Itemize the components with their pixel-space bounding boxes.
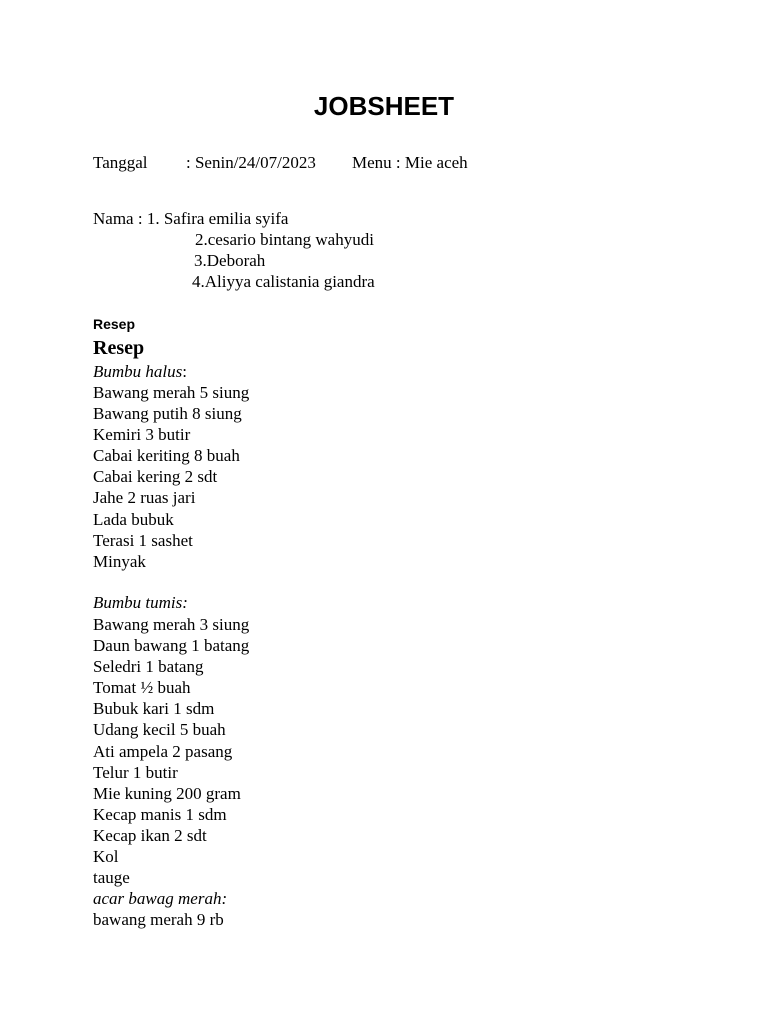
list-item: Terasi 1 sashet [93, 530, 193, 550]
tanggal-value: : Senin/24/07/2023 [186, 153, 316, 172]
list-item: Bawang merah 3 siung [93, 615, 250, 634]
resep-heading: Resep [93, 337, 145, 359]
bumbu-tumis-heading: Bumbu tumis: [93, 593, 188, 612]
nama-line-2: 2.cesario bintang wahyudi [195, 230, 374, 249]
bumbu-halus-list [93, 382, 249, 572]
list-item: Jahe 2 ruas jari [93, 488, 196, 508]
bumbu-halus-heading-text: Bumbu halus [93, 362, 183, 381]
list-item: Ati ampela 2 pasang [93, 741, 233, 761]
list-item: Mie kuning 200 gram [93, 783, 241, 803]
list-item: Telur 1 butir [93, 762, 178, 782]
resep-small-heading: Resep [93, 316, 136, 332]
list-item: tauge [93, 868, 130, 888]
list-item: Daun bawang 1 batang [93, 636, 250, 656]
bumbu-halus-heading [93, 361, 187, 382]
list-item: Kemiri 3 butir [93, 425, 191, 445]
tanggal-label: Tanggal [93, 153, 148, 172]
acar-item: bawang merah 9 rb [93, 910, 224, 929]
menu-text: Menu : Mie aceh [352, 153, 468, 172]
list-item: Bawang merah 5 siung [93, 383, 250, 402]
list-item: Cabai kering 2 sdt [93, 467, 218, 487]
document-title: JOBSHEET [313, 91, 455, 121]
list-item: Cabai keriting 8 buah [93, 446, 240, 466]
acar-heading: acar bawag merah: [93, 889, 228, 908]
bumbu-halus-heading-colon: : [182, 362, 187, 381]
list-item: Udang kecil 5 buah [93, 720, 226, 740]
list-item: Kol [93, 847, 119, 867]
list-item: Bubuk kari 1 sdm [93, 699, 215, 719]
nama-line-3: 3.Deborah [194, 251, 266, 270]
list-item: Bawang putih 8 siung [93, 404, 242, 424]
list-item: Minyak [93, 551, 146, 571]
list-item: Seledri 1 batang [93, 657, 204, 677]
nama-line-4: 4.Aliyya calistania giandra [192, 272, 375, 291]
list-item: Lada bubuk [93, 509, 174, 529]
list-item: Kecap manis 1 sdm [93, 804, 227, 824]
list-item: Tomat ½ buah [93, 678, 191, 698]
bumbu-tumis-list [93, 614, 249, 888]
nama-line-1: Nama : 1. Safira emilia syifa [93, 209, 289, 228]
list-item: Kecap ikan 2 sdt [93, 825, 207, 845]
